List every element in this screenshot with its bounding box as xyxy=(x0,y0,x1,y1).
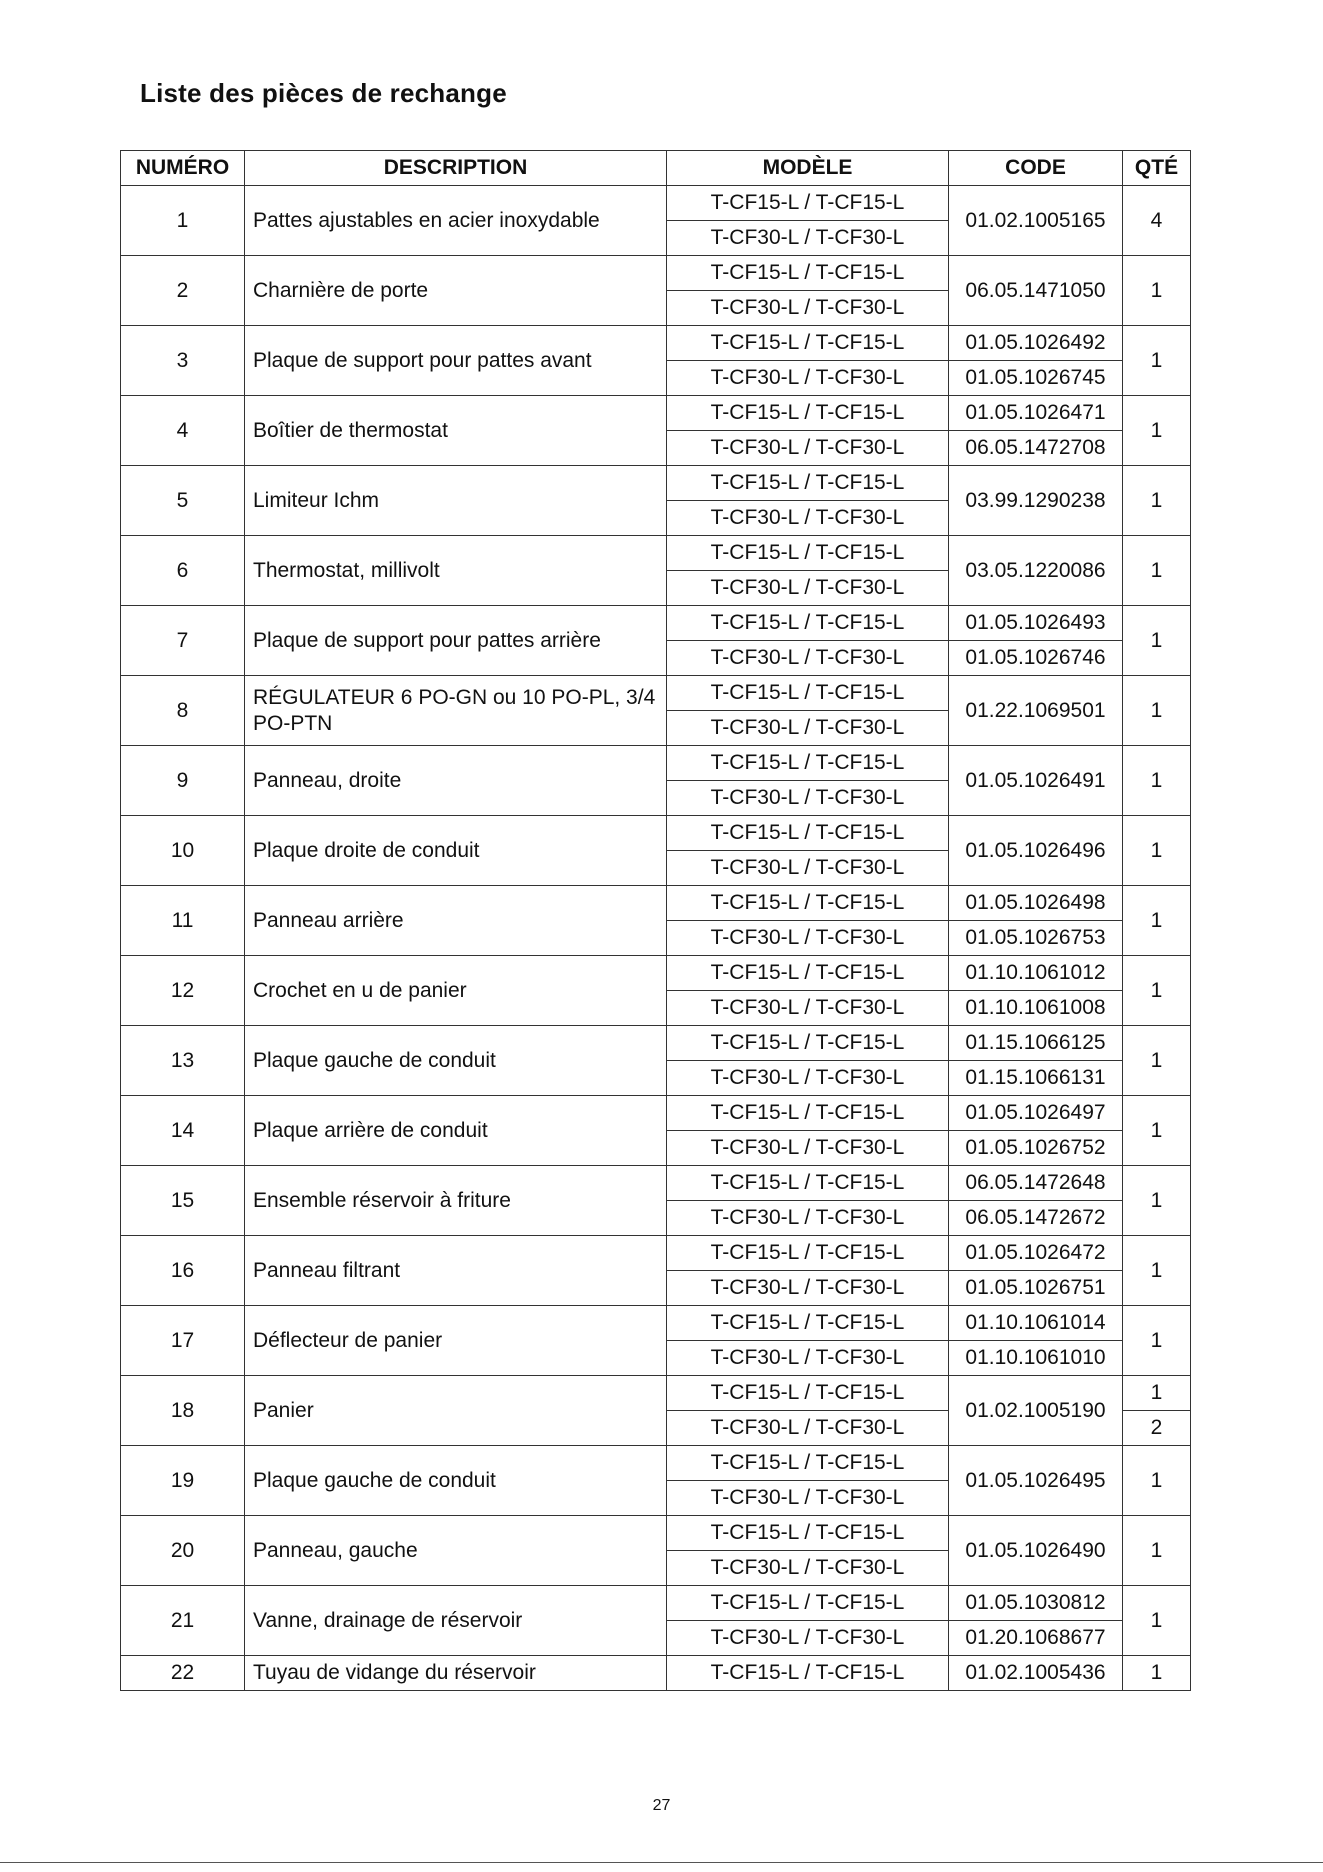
header-numero: NUMÉRO xyxy=(121,151,245,186)
part-code: 01.05.1026472 xyxy=(949,1236,1123,1271)
part-model: T-CF15-L / T-CF15-L xyxy=(667,1306,949,1341)
part-qty: 1 xyxy=(1123,1026,1191,1096)
part-model: T-CF15-L / T-CF15-L xyxy=(667,886,949,921)
part-model: T-CF15-L / T-CF15-L xyxy=(667,1236,949,1271)
part-code: 01.10.1061010 xyxy=(949,1341,1123,1376)
part-number: 17 xyxy=(121,1306,245,1376)
part-code: 01.05.1026498 xyxy=(949,886,1123,921)
part-code: 01.20.1068677 xyxy=(949,1621,1123,1656)
part-qty: 1 xyxy=(1123,466,1191,536)
header-modele: MODÈLE xyxy=(667,151,949,186)
table-row xyxy=(121,606,1191,641)
part-description: Plaque gauche de conduit xyxy=(245,1026,667,1096)
part-number: 14 xyxy=(121,1096,245,1166)
part-qty: 1 xyxy=(1123,256,1191,326)
part-qty: 1 xyxy=(1123,396,1191,466)
bottom-rule xyxy=(0,1862,1323,1863)
part-code: 01.05.1026753 xyxy=(949,921,1123,956)
part-code: 06.05.1472672 xyxy=(949,1201,1123,1236)
part-code: 01.05.1026746 xyxy=(949,641,1123,676)
part-description: Panneau, droite xyxy=(245,746,667,816)
table-row xyxy=(121,1586,1191,1621)
table-row xyxy=(121,326,1191,361)
part-description: Plaque de support pour pattes avant xyxy=(245,326,667,396)
table-row xyxy=(121,1376,1191,1411)
part-model: T-CF15-L / T-CF15-L xyxy=(667,676,949,711)
table-row xyxy=(121,1166,1191,1201)
part-model: T-CF30-L / T-CF30-L xyxy=(667,1481,949,1516)
part-number: 2 xyxy=(121,256,245,326)
part-code: 01.15.1066125 xyxy=(949,1026,1123,1061)
part-qty: 4 xyxy=(1123,186,1191,256)
part-model: T-CF15-L / T-CF15-L xyxy=(667,956,949,991)
part-model: T-CF15-L / T-CF15-L xyxy=(667,396,949,431)
part-model: T-CF30-L / T-CF30-L xyxy=(667,571,949,606)
part-description: Panneau, gauche xyxy=(245,1516,667,1586)
part-number: 13 xyxy=(121,1026,245,1096)
part-model: T-CF15-L / T-CF15-L xyxy=(667,466,949,501)
part-number: 19 xyxy=(121,1446,245,1516)
part-qty: 1 xyxy=(1123,1306,1191,1376)
part-qty: 1 xyxy=(1123,1166,1191,1236)
table-row xyxy=(121,186,1191,221)
part-model: T-CF15-L / T-CF15-L xyxy=(667,1656,949,1691)
part-model: T-CF15-L / T-CF15-L xyxy=(667,1026,949,1061)
table-row xyxy=(121,466,1191,501)
part-model: T-CF15-L / T-CF15-L xyxy=(667,746,949,781)
part-model: T-CF30-L / T-CF30-L xyxy=(667,641,949,676)
part-model: T-CF30-L / T-CF30-L xyxy=(667,431,949,466)
table-row xyxy=(121,1026,1191,1061)
part-number: 9 xyxy=(121,746,245,816)
part-model: T-CF30-L / T-CF30-L xyxy=(667,1061,949,1096)
part-description: Vanne, drainage de réservoir xyxy=(245,1586,667,1656)
part-qty: 1 xyxy=(1123,536,1191,606)
part-model: T-CF30-L / T-CF30-L xyxy=(667,991,949,1026)
part-description: RÉGULATEUR 6 PO-GN ou 10 PO-PL, 3/4 PO-PTN xyxy=(245,676,667,746)
part-model: T-CF30-L / T-CF30-L xyxy=(667,1551,949,1586)
part-model: T-CF15-L / T-CF15-L xyxy=(667,606,949,641)
part-number: 8 xyxy=(121,676,245,746)
part-number: 12 xyxy=(121,956,245,1026)
part-model: T-CF15-L / T-CF15-L xyxy=(667,816,949,851)
part-qty: 1 xyxy=(1123,956,1191,1026)
part-code: 03.05.1220086 xyxy=(949,536,1123,606)
part-description: Plaque droite de conduit xyxy=(245,816,667,886)
part-description: Thermostat, millivolt xyxy=(245,536,667,606)
part-code: 01.05.1026491 xyxy=(949,746,1123,816)
part-model: T-CF30-L / T-CF30-L xyxy=(667,1131,949,1166)
part-description: Charnière de porte xyxy=(245,256,667,326)
part-number: 3 xyxy=(121,326,245,396)
header-row xyxy=(121,151,1191,186)
part-model: T-CF30-L / T-CF30-L xyxy=(667,1271,949,1306)
table-row xyxy=(121,956,1191,991)
part-code: 01.10.1061014 xyxy=(949,1306,1123,1341)
part-qty: 1 xyxy=(1123,1096,1191,1166)
part-model: T-CF30-L / T-CF30-L xyxy=(667,1201,949,1236)
part-qty: 1 xyxy=(1123,606,1191,676)
part-code: 03.99.1290238 xyxy=(949,466,1123,536)
part-qty: 1 xyxy=(1123,1446,1191,1516)
part-description: Pattes ajustables en acier inoxydable xyxy=(245,186,667,256)
part-description: Panneau filtrant xyxy=(245,1236,667,1306)
table-row xyxy=(121,676,1191,711)
table-row xyxy=(121,1516,1191,1551)
part-code: 01.05.1026493 xyxy=(949,606,1123,641)
part-model: T-CF15-L / T-CF15-L xyxy=(667,1586,949,1621)
part-description: Déflecteur de panier xyxy=(245,1306,667,1376)
part-code: 01.10.1061008 xyxy=(949,991,1123,1026)
part-number: 20 xyxy=(121,1516,245,1586)
part-qty: 1 xyxy=(1123,326,1191,396)
part-model: T-CF15-L / T-CF15-L xyxy=(667,1446,949,1481)
part-model: T-CF30-L / T-CF30-L xyxy=(667,221,949,256)
part-description: Tuyau de vidange du réservoir xyxy=(245,1656,667,1691)
part-qty: 1 xyxy=(1123,1376,1191,1411)
part-description: Plaque arrière de conduit xyxy=(245,1096,667,1166)
part-description: Limiteur Ichm xyxy=(245,466,667,536)
table-row xyxy=(121,746,1191,781)
part-qty: 1 xyxy=(1123,1236,1191,1306)
table-row xyxy=(121,1306,1191,1341)
part-description: Boîtier de thermostat xyxy=(245,396,667,466)
parts-table xyxy=(120,150,1191,1691)
parts-body xyxy=(121,186,1191,1691)
part-model: T-CF15-L / T-CF15-L xyxy=(667,326,949,361)
part-qty: 1 xyxy=(1123,816,1191,886)
part-model: T-CF30-L / T-CF30-L xyxy=(667,501,949,536)
part-model: T-CF15-L / T-CF15-L xyxy=(667,1166,949,1201)
part-number: 22 xyxy=(121,1656,245,1691)
table-row xyxy=(121,1236,1191,1271)
part-qty: 2 xyxy=(1123,1411,1191,1446)
part-model: T-CF30-L / T-CF30-L xyxy=(667,1621,949,1656)
part-code: 01.05.1026751 xyxy=(949,1271,1123,1306)
part-qty: 1 xyxy=(1123,886,1191,956)
part-description: Panneau arrière xyxy=(245,886,667,956)
part-qty: 1 xyxy=(1123,1516,1191,1586)
part-description: Plaque de support pour pattes arrière xyxy=(245,606,667,676)
part-model: T-CF30-L / T-CF30-L xyxy=(667,921,949,956)
part-code: 01.02.1005436 xyxy=(949,1656,1123,1691)
table-row xyxy=(121,256,1191,291)
table-row xyxy=(121,1656,1191,1691)
part-number: 21 xyxy=(121,1586,245,1656)
header-description: DESCRIPTION xyxy=(245,151,667,186)
part-code: 01.05.1026752 xyxy=(949,1131,1123,1166)
part-number: 6 xyxy=(121,536,245,606)
part-model: T-CF15-L / T-CF15-L xyxy=(667,186,949,221)
part-description: Plaque gauche de conduit xyxy=(245,1446,667,1516)
part-code: 01.05.1026490 xyxy=(949,1516,1123,1586)
part-code: 01.10.1061012 xyxy=(949,956,1123,991)
table-row xyxy=(121,1446,1191,1481)
part-code: 01.05.1026471 xyxy=(949,396,1123,431)
part-model: T-CF30-L / T-CF30-L xyxy=(667,711,949,746)
part-code: 01.05.1026745 xyxy=(949,361,1123,396)
table-row xyxy=(121,886,1191,921)
part-description: Ensemble réservoir à friture xyxy=(245,1166,667,1236)
part-code: 06.05.1471050 xyxy=(949,256,1123,326)
part-description: Panier xyxy=(245,1376,667,1446)
part-number: 11 xyxy=(121,886,245,956)
part-code: 01.02.1005165 xyxy=(949,186,1123,256)
table-row xyxy=(121,536,1191,571)
page-number: 27 xyxy=(652,1797,671,1814)
part-code: 01.15.1066131 xyxy=(949,1061,1123,1096)
table-row xyxy=(121,816,1191,851)
part-code: 01.05.1026492 xyxy=(949,326,1123,361)
part-model: T-CF30-L / T-CF30-L xyxy=(667,291,949,326)
table-row xyxy=(121,1096,1191,1131)
part-code: 01.05.1026496 xyxy=(949,816,1123,886)
part-code: 01.05.1026495 xyxy=(949,1446,1123,1516)
part-model: T-CF30-L / T-CF30-L xyxy=(667,361,949,396)
header-code: CODE xyxy=(949,151,1123,186)
page-title: Liste des pièces de rechange xyxy=(140,78,507,108)
part-description: Crochet en u de panier xyxy=(245,956,667,1026)
table-row xyxy=(121,396,1191,431)
part-model: T-CF15-L / T-CF15-L xyxy=(667,1516,949,1551)
part-number: 5 xyxy=(121,466,245,536)
header-qte: QTÉ xyxy=(1123,151,1191,186)
part-model: T-CF30-L / T-CF30-L xyxy=(667,1341,949,1376)
part-model: T-CF15-L / T-CF15-L xyxy=(667,1096,949,1131)
part-code: 06.05.1472648 xyxy=(949,1166,1123,1201)
part-code: 01.05.1030812 xyxy=(949,1586,1123,1621)
part-number: 7 xyxy=(121,606,245,676)
part-number: 10 xyxy=(121,816,245,886)
part-model: T-CF30-L / T-CF30-L xyxy=(667,1411,949,1446)
part-qty: 1 xyxy=(1123,676,1191,746)
part-code: 06.05.1472708 xyxy=(949,431,1123,466)
part-code: 01.05.1026497 xyxy=(949,1096,1123,1131)
part-model: T-CF15-L / T-CF15-L xyxy=(667,536,949,571)
part-qty: 1 xyxy=(1123,1656,1191,1691)
part-qty: 1 xyxy=(1123,746,1191,816)
part-code: 01.22.1069501 xyxy=(949,676,1123,746)
part-number: 16 xyxy=(121,1236,245,1306)
part-number: 4 xyxy=(121,396,245,466)
part-number: 15 xyxy=(121,1166,245,1236)
part-model: T-CF30-L / T-CF30-L xyxy=(667,781,949,816)
part-number: 18 xyxy=(121,1376,245,1446)
part-code: 01.02.1005190 xyxy=(949,1376,1123,1446)
part-number: 1 xyxy=(121,186,245,256)
part-model: T-CF15-L / T-CF15-L xyxy=(667,1376,949,1411)
part-model: T-CF30-L / T-CF30-L xyxy=(667,851,949,886)
part-model: T-CF15-L / T-CF15-L xyxy=(667,256,949,291)
part-qty: 1 xyxy=(1123,1586,1191,1656)
